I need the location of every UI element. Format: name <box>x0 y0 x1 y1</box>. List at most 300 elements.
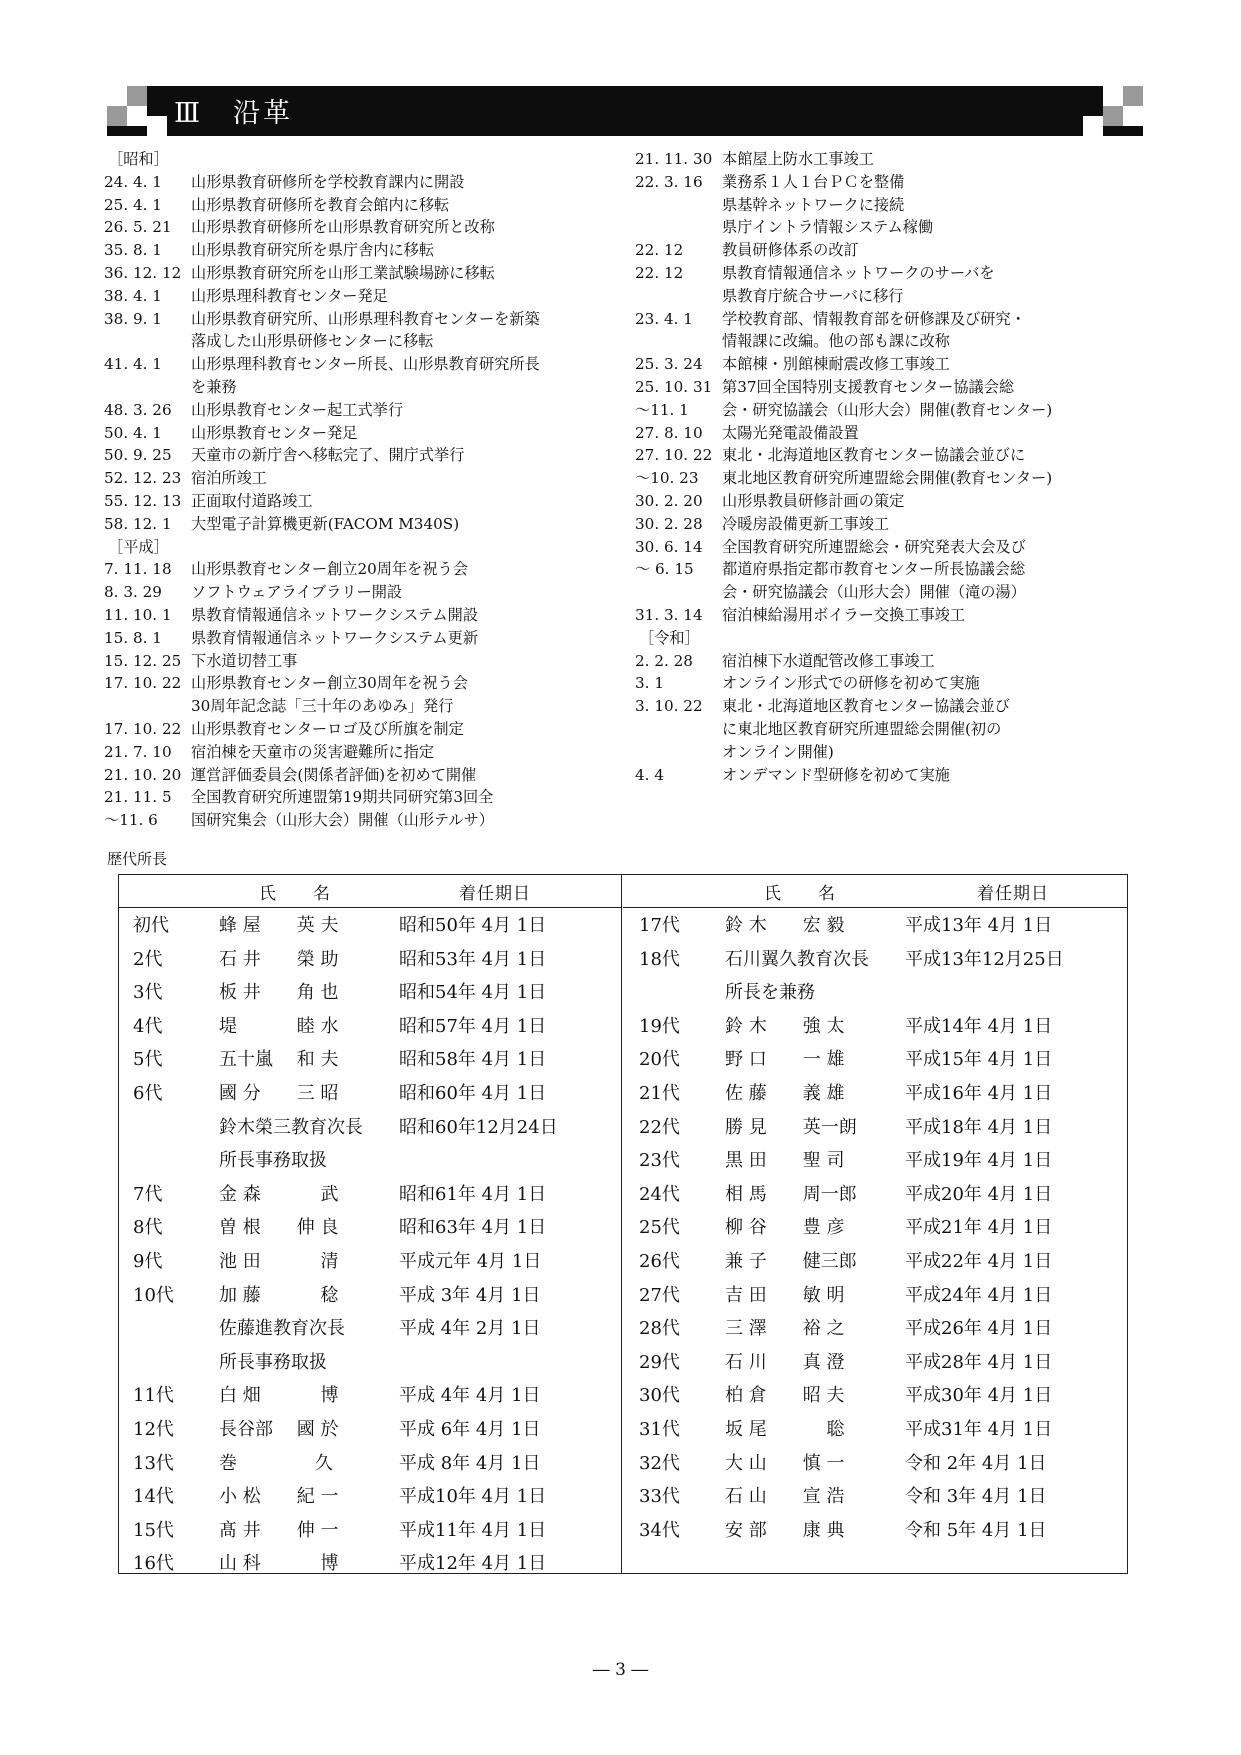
director-name: 石川翼久教育次長 <box>725 948 869 970</box>
history-text: オンライン形式での研修を初めて実施 <box>722 674 980 693</box>
director-row <box>119 1379 619 1413</box>
history-text: 山形県教育研究所、山形県理科教育センターを新築 <box>191 309 540 328</box>
director-start-date: 平成 6年 4月 1日 <box>399 1419 541 1440</box>
history-date: 35. 8. 1 <box>104 241 162 260</box>
corner-block <box>1103 86 1123 106</box>
history-text: 東北・北海道地区教育センター協議会並びに <box>722 446 1026 465</box>
director-generation: 21代 <box>639 1083 680 1104</box>
director-row <box>625 1514 1125 1548</box>
director-generation: 20代 <box>639 1049 680 1071</box>
history-text: 本館屋上防水工事竣工 <box>722 150 874 168</box>
director-row <box>625 1211 1125 1245</box>
director-start-date: 平成30年 4月 1日 <box>905 1385 1053 1407</box>
history-entry <box>104 330 624 353</box>
director-row <box>119 1346 619 1380</box>
history-date: 27. 8. 10 <box>635 423 703 442</box>
history-text: 東北・北海道地区教育センター協議会並び <box>722 697 1010 716</box>
director-name: 勝 見 英一朗 <box>725 1116 857 1138</box>
history-date: 30. 6. 14 <box>635 537 703 556</box>
director-row <box>625 976 1125 1010</box>
history-text: 山形県教育センター発足 <box>191 423 358 442</box>
history-entry <box>635 216 1135 239</box>
director-name: 加 藤 稔 <box>219 1284 339 1306</box>
history-text: 大型電子計算機更新(FACOM M340S) <box>191 514 460 533</box>
director-name: 野 口 一 雄 <box>725 1049 845 1071</box>
director-name: 石 井 榮 助 <box>219 948 339 970</box>
history-text: 会・研究協議会（山形大会）開催（滝の湯） <box>722 583 1026 602</box>
history-date: 52. 12. 23 <box>104 469 182 488</box>
corner-block <box>127 86 147 106</box>
director-row <box>625 1346 1125 1380</box>
director-start-date: 昭和54年 4月 1日 <box>399 982 547 1004</box>
era-label: ［平成］ <box>108 537 169 556</box>
director-start-date: 昭和61年 4月 1日 <box>399 1183 547 1205</box>
history-date: 26. 5. 21 <box>104 218 172 237</box>
director-name: 板 井 角 也 <box>219 982 339 1004</box>
director-name: 兼 子 健三郎 <box>725 1251 857 1272</box>
director-generation: 34代 <box>639 1519 680 1541</box>
history-text: 県教育情報通信ネットワークシステム開設 <box>191 605 479 624</box>
director-name: 石 山 宣 浩 <box>725 1486 845 1508</box>
history-text: 山形県教育センター創立20周年を祝う会 <box>191 560 468 579</box>
history-text: オンライン開催) <box>722 742 834 761</box>
history-entry <box>104 285 624 308</box>
history-date: 8. 3. 29 <box>104 583 162 602</box>
director-name: 國 分 三 昭 <box>219 1083 339 1104</box>
director-generation: 10代 <box>133 1284 174 1306</box>
history-entry <box>635 422 1135 445</box>
director-row <box>119 1312 619 1346</box>
history-text: 正面取付道路竣工 <box>191 491 313 510</box>
table-header-line <box>623 907 1127 908</box>
history-date: 21. 11. 5 <box>104 788 172 807</box>
history-date: ～10. 23 <box>635 469 699 488</box>
director-generation: 22代 <box>639 1116 680 1138</box>
history-entry <box>104 581 624 604</box>
director-name: 堤 睦 水 <box>219 1015 339 1037</box>
director-name: 金 森 武 <box>219 1183 339 1205</box>
director-name: 吉 田 敏 明 <box>725 1284 845 1306</box>
history-entry <box>104 627 624 650</box>
history-entry <box>635 513 1135 536</box>
history-text: 宿泊棟を天童市の災害避難所に指定 <box>191 742 434 761</box>
history-date: 22. 3. 16 <box>635 172 703 191</box>
history-entry <box>104 467 624 490</box>
director-row <box>119 1413 619 1447</box>
director-generation: 11代 <box>133 1385 174 1407</box>
history-entry <box>104 194 624 217</box>
director-start-date: 平成14年 4月 1日 <box>905 1015 1053 1037</box>
director-row <box>625 1245 1125 1279</box>
director-start-date: 昭和50年 4月 1日 <box>399 915 547 936</box>
director-start-date: 平成13年 4月 1日 <box>905 915 1053 936</box>
history-entry <box>104 513 624 536</box>
director-row <box>119 1447 619 1481</box>
director-start-date: 令和 2年 4月 1日 <box>905 1452 1047 1474</box>
history-entry <box>104 718 624 741</box>
director-generation: 4代 <box>133 1015 163 1037</box>
history-date: 30. 2. 28 <box>635 514 703 533</box>
director-generation: 6代 <box>133 1083 163 1104</box>
corner-block <box>1103 106 1123 126</box>
director-generation: 2代 <box>133 948 163 970</box>
director-start-date: 平成 3年 4月 1日 <box>399 1284 541 1306</box>
director-name: 巻 久 <box>219 1452 333 1474</box>
header-date: 着任期日 <box>977 884 1049 904</box>
history-date: 15. 8. 1 <box>104 628 162 647</box>
director-row <box>119 1043 619 1077</box>
history-entry <box>104 376 624 399</box>
history-entry <box>635 148 1135 171</box>
director-generation: 14代 <box>133 1486 174 1508</box>
director-start-date: 平成28年 4月 1日 <box>905 1351 1053 1373</box>
director-row <box>119 1077 619 1111</box>
history-entry <box>635 604 1135 627</box>
director-start-date: 昭和60年12月24日 <box>399 1116 558 1138</box>
history-text: 宿泊棟下水道配管改修工事竣工 <box>722 651 935 670</box>
section-title: Ⅲ 沿革 <box>174 98 294 129</box>
director-generation: 27代 <box>639 1284 680 1306</box>
director-row <box>625 943 1125 977</box>
era-label: ［令和］ <box>639 628 700 647</box>
director-generation: 12代 <box>133 1419 174 1440</box>
history-date: 15. 12. 25 <box>104 651 182 670</box>
history-entry <box>104 695 624 718</box>
history-entry <box>104 308 624 331</box>
history-text: 県基幹ネットワークに接続 <box>722 195 905 214</box>
history-text: 第37回全国特別支援教育センター協議会総 <box>722 377 1015 396</box>
director-generation: 23代 <box>639 1150 680 1172</box>
history-date: 22. 12 <box>635 241 684 260</box>
director-row <box>625 1447 1125 1481</box>
history-date: 31. 3. 14 <box>635 605 703 624</box>
director-name: 長谷部 國 於 <box>219 1419 339 1440</box>
history-entry <box>104 171 624 194</box>
history-entry <box>635 376 1135 399</box>
table-header-line <box>119 907 621 908</box>
director-name: 鈴木榮三教育次長 <box>219 1116 363 1138</box>
header-name: 氏 名 <box>259 884 331 904</box>
history-date: 21. 10. 20 <box>104 765 182 784</box>
history-entry <box>104 262 624 285</box>
director-generation: 8代 <box>133 1217 163 1239</box>
history-date: 21. 11. 30 <box>635 150 713 168</box>
director-row <box>119 1144 619 1178</box>
history-text: 山形県教育センター創立30周年を祝う会 <box>191 674 468 693</box>
director-start-date: 平成 4年 2月 1日 <box>399 1318 541 1340</box>
corner-block <box>147 116 167 136</box>
director-generation: 28代 <box>639 1318 680 1340</box>
section-header <box>107 86 1143 136</box>
director-generation: 15代 <box>133 1519 174 1541</box>
history-entry <box>635 467 1135 490</box>
history-text: を兼務 <box>191 377 237 396</box>
history-date: 48. 3. 26 <box>104 400 172 419</box>
director-start-date: 平成18年 4月 1日 <box>905 1116 1053 1138</box>
director-name: 安 部 康 典 <box>725 1519 845 1541</box>
history-text: 都道府県指定都市教育センター所長協議会総 <box>722 560 1026 579</box>
history-entry <box>104 216 624 239</box>
history-date: 50. 9. 25 <box>104 446 172 465</box>
director-name: 五十嵐 和 夫 <box>219 1049 339 1071</box>
history-text: 山形県教員研修計画の策定 <box>722 491 905 510</box>
history-text: 落成した山形県研修センターに移転 <box>191 332 434 351</box>
director-start-date: 平成11年 4月 1日 <box>399 1519 547 1541</box>
history-text: 学校教育部、情報教育部を研修課及び研究・ <box>722 309 1026 328</box>
director-start-date: 昭和57年 4月 1日 <box>399 1015 547 1037</box>
history-entry <box>635 718 1135 741</box>
history-entry <box>104 422 624 445</box>
director-start-date: 平成元年 4月 1日 <box>399 1251 542 1272</box>
director-start-date: 平成24年 4月 1日 <box>905 1284 1053 1306</box>
director-name: 所長事務取扱 <box>219 1150 327 1172</box>
history-text: 山形県教育研修所を学校教育課内に開設 <box>191 172 465 191</box>
director-generation: 29代 <box>639 1351 680 1373</box>
director-generation: 25代 <box>639 1217 680 1239</box>
director-row <box>625 1111 1125 1145</box>
history-entry <box>104 650 624 673</box>
history-date: 58. 12. 1 <box>104 514 172 533</box>
director-row <box>625 1178 1125 1212</box>
history-entry <box>104 764 624 787</box>
history-text: 県教育情報通信ネットワークのサーバを <box>722 263 995 282</box>
director-start-date: 平成20年 4月 1日 <box>905 1183 1053 1205</box>
director-row <box>119 1547 619 1581</box>
director-name: 小 松 紀 一 <box>219 1486 339 1508</box>
director-start-date: 平成 8年 4月 1日 <box>399 1452 541 1474</box>
director-start-date: 平成31年 4月 1日 <box>905 1419 1053 1440</box>
history-entry <box>104 353 624 376</box>
history-entry <box>104 239 624 262</box>
history-text: 30周年記念誌「三十年のあゆみ」発行 <box>191 697 454 716</box>
history-entry <box>635 650 1135 673</box>
director-name: 相 馬 周一郎 <box>725 1183 857 1205</box>
history-date: 25. 10. 31 <box>635 377 713 396</box>
director-generation: 13代 <box>133 1452 174 1474</box>
history-text: 山形県教育研究所を県庁舎内に移転 <box>191 241 434 260</box>
history-text: 業務系１人１台ＰＣを整備 <box>722 172 905 191</box>
director-row <box>625 1010 1125 1044</box>
corner-block <box>1083 116 1103 136</box>
director-row <box>625 1144 1125 1178</box>
history-text: 東北地区教育研究所連盟総会開催(教育センター) <box>722 469 1053 488</box>
director-row <box>625 1312 1125 1346</box>
director-row <box>119 1178 619 1212</box>
history-date: 4. 4 <box>635 765 664 784</box>
history-entry <box>635 536 1135 559</box>
director-name: 髙 井 伸 一 <box>219 1519 339 1541</box>
history-entry <box>635 308 1135 331</box>
director-start-date: 平成10年 4月 1日 <box>399 1486 547 1508</box>
history-entry <box>635 672 1135 695</box>
history-entry <box>104 809 624 832</box>
director-start-date: 令和 3年 4月 1日 <box>905 1486 1047 1508</box>
director-row <box>119 909 619 943</box>
history-date: 36. 12. 12 <box>104 263 182 282</box>
history-date: 22. 12 <box>635 263 684 282</box>
history-text: オンデマンド型研修を初めて実施 <box>722 765 950 784</box>
history-entry <box>104 444 624 467</box>
director-generation: 32代 <box>639 1452 680 1474</box>
history-entry <box>635 741 1135 764</box>
history-left-column <box>104 148 624 832</box>
director-start-date: 昭和63年 4月 1日 <box>399 1217 547 1239</box>
history-date: 24. 4. 1 <box>104 172 162 191</box>
history-entry <box>635 285 1135 308</box>
director-start-date: 平成 4年 4月 1日 <box>399 1385 541 1407</box>
history-date: 27. 10. 22 <box>635 446 713 465</box>
director-generation: 7代 <box>133 1183 163 1205</box>
director-row <box>119 976 619 1010</box>
director-generation: 24代 <box>639 1183 680 1205</box>
history-entry <box>635 558 1135 581</box>
history-text: 県教育庁統合サーバに移行 <box>722 286 904 305</box>
director-generation: 16代 <box>133 1553 174 1575</box>
history-text: 山形県教育センター起工式挙行 <box>191 400 404 419</box>
director-name: 鈴 木 宏 毅 <box>725 915 845 936</box>
director-name: 三 澤 裕 之 <box>725 1318 845 1340</box>
history-text: 太陽光発電設備設置 <box>722 423 859 442</box>
directors-table <box>118 874 1128 1574</box>
director-start-date: 令和 5年 4月 1日 <box>905 1519 1047 1541</box>
director-name: 柏 倉 昭 夫 <box>725 1385 845 1407</box>
director-row <box>625 1043 1125 1077</box>
corner-block <box>107 86 127 106</box>
director-row <box>119 1279 619 1313</box>
director-row <box>625 909 1125 943</box>
history-date: 21. 7. 10 <box>104 742 172 761</box>
director-name: 山 科 博 <box>219 1553 339 1575</box>
table-divider <box>621 875 622 1573</box>
director-name: 柳 谷 豊 彦 <box>725 1217 845 1239</box>
director-start-date: 平成15年 4月 1日 <box>905 1049 1053 1071</box>
history-date: 17. 10. 22 <box>104 674 182 693</box>
history-date: 50. 4. 1 <box>104 423 162 442</box>
header-date: 着任期日 <box>459 884 531 904</box>
director-start-date: 平成26年 4月 1日 <box>905 1318 1053 1340</box>
history-entry <box>104 672 624 695</box>
page-number: ― 3 ― <box>592 1660 649 1680</box>
era-label: ［昭和］ <box>108 150 169 168</box>
history-text: 山形県理科教育センター所長、山形県教育研究所長 <box>191 355 540 374</box>
director-generation: 3代 <box>133 982 163 1004</box>
director-row <box>119 1480 619 1514</box>
director-generation: 18代 <box>639 948 680 970</box>
history-text: ソフトウェアライブラリー開設 <box>191 583 403 602</box>
director-name: 白 畑 博 <box>219 1385 339 1407</box>
history-date: 23. 4. 1 <box>635 309 693 328</box>
history-text: 運営評価委員会(関係者評価)を初めて開催 <box>191 765 477 784</box>
director-row <box>625 1077 1125 1111</box>
history-date: 7. 11. 18 <box>104 560 172 579</box>
director-start-date: 平成13年12月25日 <box>905 948 1064 970</box>
history-text: 全国教育研究所連盟総会・研究発表大会及び <box>722 537 1026 556</box>
director-row <box>119 943 619 977</box>
history-entry <box>104 741 624 764</box>
director-generation: 33代 <box>639 1486 680 1508</box>
history-date: 17. 10. 22 <box>104 719 182 738</box>
history-entry <box>635 399 1135 422</box>
director-name: 鈴 木 強 太 <box>725 1015 845 1037</box>
history-entry <box>635 490 1135 513</box>
history-entry <box>635 764 1135 787</box>
director-name: 佐 藤 義 雄 <box>725 1083 845 1104</box>
director-row <box>119 1010 619 1044</box>
history-date: ～11. 6 <box>104 811 158 830</box>
history-entry <box>104 490 624 513</box>
history-entry <box>104 604 624 627</box>
corner-block <box>107 106 127 126</box>
history-entry <box>635 581 1135 604</box>
header-name: 氏 名 <box>764 884 836 904</box>
history-entry <box>635 262 1135 285</box>
director-start-date: 平成21年 4月 1日 <box>905 1217 1053 1239</box>
history-text: 全国教育研究所連盟第19期共同研究第3回全 <box>191 788 494 807</box>
history-text: 県庁イントラ情報システム稼働 <box>722 218 934 237</box>
director-name: 所長事務取扱 <box>219 1351 327 1373</box>
history-entry <box>635 353 1135 376</box>
history-entry <box>104 786 624 809</box>
history-date: 25. 3. 24 <box>635 355 703 374</box>
director-start-date: 昭和60年 4月 1日 <box>399 1083 547 1104</box>
history-text: 教員研修体系の改訂 <box>722 241 859 260</box>
director-start-date: 平成22年 4月 1日 <box>905 1251 1053 1272</box>
director-start-date: 平成19年 4月 1日 <box>905 1150 1053 1172</box>
history-entry <box>104 558 624 581</box>
director-start-date: 昭和58年 4月 1日 <box>399 1049 547 1071</box>
history-text: 天童市の新庁舎へ移転完了、開庁式挙行 <box>191 446 465 465</box>
history-date: 30. 2. 20 <box>635 491 703 510</box>
director-name: 佐藤進教育次長 <box>219 1318 345 1340</box>
director-name: 所長を兼務 <box>725 982 815 1004</box>
history-text: 冷暖房設備更新工事竣工 <box>722 514 890 533</box>
history-date: ～ 6. 15 <box>635 560 694 579</box>
history-date: 3. 1 <box>635 674 664 693</box>
history-date: 11. 10. 1 <box>104 605 172 624</box>
director-name: 坂 尾 聡 <box>725 1419 845 1440</box>
history-text: 情報課に改編。他の部も課に改称 <box>722 332 950 351</box>
director-row <box>625 1480 1125 1514</box>
history-date: 38. 9. 1 <box>104 309 162 328</box>
director-start-date: 平成16年 4月 1日 <box>905 1083 1053 1104</box>
director-row <box>119 1211 619 1245</box>
director-row <box>625 1279 1125 1313</box>
history-date: 2. 2. 28 <box>635 651 693 670</box>
history-text: 会・研究協議会（山形大会）開催(教育センター) <box>722 400 1053 419</box>
director-name: 大 山 慎 一 <box>725 1452 845 1474</box>
history-text: 本館棟・別館棟耐震改修工事竣工 <box>722 355 950 374</box>
history-text: 山形県教育研修所を教育会館内に移転 <box>191 195 450 214</box>
director-generation: 31代 <box>639 1419 680 1440</box>
director-name: 石 川 真 澄 <box>725 1351 845 1373</box>
history-text: 山形県理科教育センター発足 <box>191 286 388 305</box>
director-name: 曽 根 伸 良 <box>219 1217 339 1239</box>
director-name: 黒 田 聖 司 <box>725 1150 845 1172</box>
history-date: ～11. 1 <box>635 400 689 419</box>
history-date: 41. 4. 1 <box>104 355 162 374</box>
history-entry <box>635 444 1135 467</box>
history-text: 下水道切替工事 <box>191 651 298 670</box>
history-text: に東北地区教育研究所連盟総会開催(初の <box>722 719 1002 738</box>
director-row <box>625 1379 1125 1413</box>
history-text: 山形県教育研究所を山形工業試験場跡に移転 <box>191 263 495 282</box>
director-row <box>625 1413 1125 1447</box>
director-name: 蜂 屋 英 夫 <box>219 915 339 936</box>
director-generation: 17代 <box>639 915 680 936</box>
history-right-column <box>635 148 1135 786</box>
history-entry <box>635 695 1135 718</box>
history-text: 宿泊棟給湯用ボイラー交換工事竣工 <box>722 605 965 624</box>
